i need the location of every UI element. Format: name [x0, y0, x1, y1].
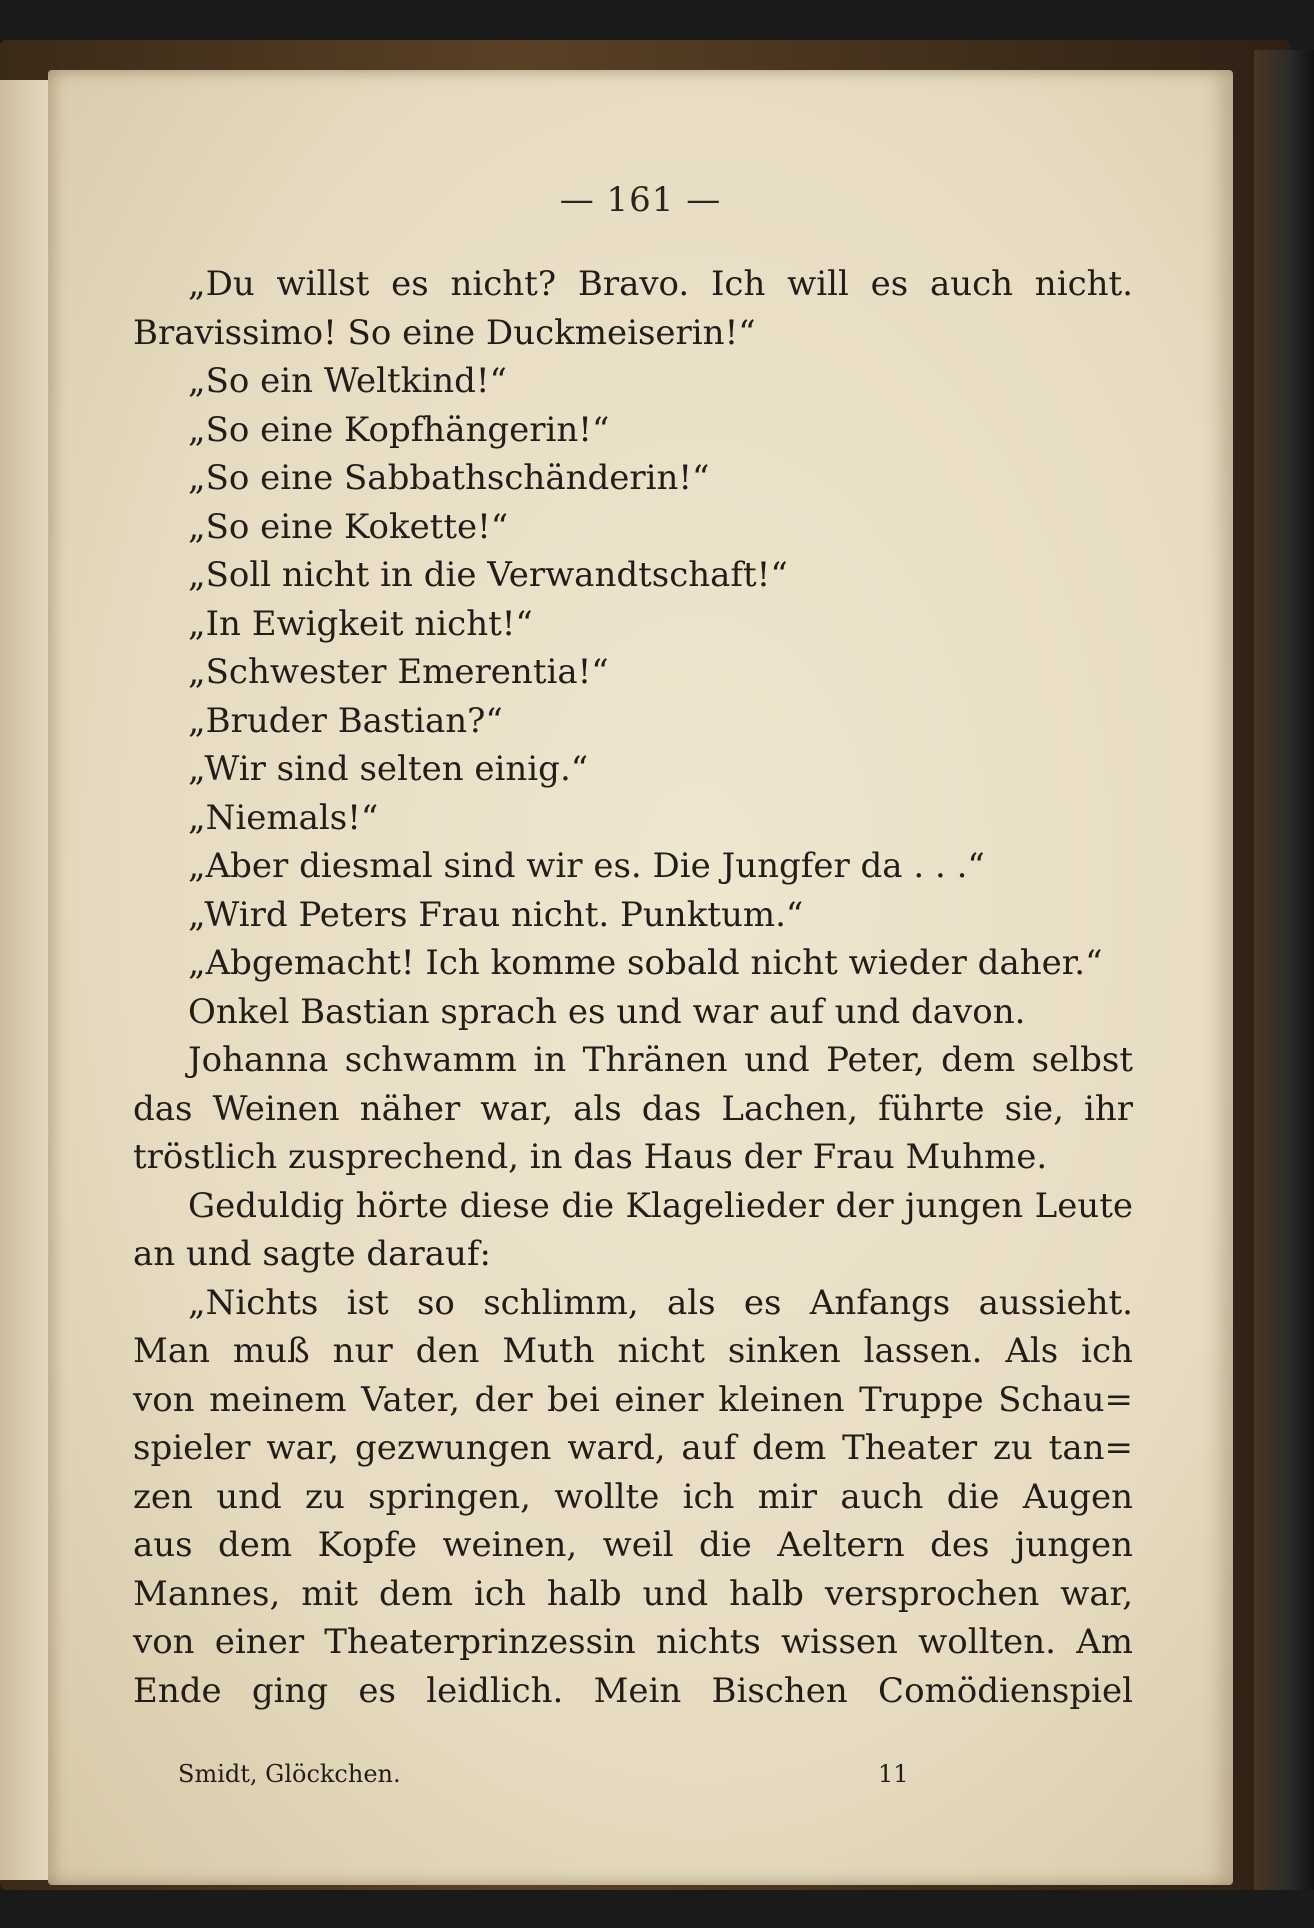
text-line: an und sagte darauf:	[133, 1234, 491, 1274]
text-line: „Schwester Emerentia!“	[188, 652, 609, 692]
text-line: das Weinen näher war, als das Lachen, führte sie, ihr	[133, 1088, 1133, 1129]
text-line: „So eine Sabbathschänderin!“	[188, 458, 710, 498]
text-line: „Niemals!“	[188, 797, 379, 838]
text-line: Bravissimo! So eine Duckmeiserin!“	[133, 312, 756, 353]
text-line: „Aber diesmal sind wir es. Die Jungfer da . . .“	[188, 846, 985, 886]
text-line: von einer Theaterprinzessin nichts wissen wollten. Am	[133, 1622, 1133, 1662]
text-line: Johanna schwamm in Thränen und Peter, dem selbst	[188, 1040, 1133, 1080]
text-line: zen und zu springen, wollte ich mir auch die Augen	[133, 1476, 1133, 1517]
page-text	[133, 260, 1133, 1715]
text-line: Mannes, mit dem ich halb und halb versprochen war,	[133, 1573, 1133, 1614]
text-line: „Wird Peters Frau nicht. Punktum.“	[188, 894, 804, 935]
sheet-number: 11	[878, 1760, 909, 1788]
book-page	[48, 70, 1233, 1885]
text-line: „So eine Kopfhängerin!“	[188, 409, 610, 450]
text-line: von meinem Vater, der bei einer kleinen Truppe Schau=	[133, 1379, 1133, 1420]
text-line: spieler war, gezwungen ward, auf dem Theater zu tan=	[133, 1428, 1133, 1468]
text-line: „Nichts ist so schlimm, als es Anfangs aussieht.	[188, 1282, 1133, 1323]
text-line: aus dem Kopfe weinen, weil die Aeltern des jungen	[133, 1525, 1133, 1565]
text-line: Man muß nur den Muth nicht sinken lassen. Als ich	[133, 1331, 1133, 1371]
page-number: — 161 —	[559, 180, 722, 220]
signature-mark: Smidt, Glöckchen.	[178, 1760, 401, 1788]
book-spine-edge	[1254, 50, 1314, 1890]
text-line: „So ein Weltkind!“	[188, 361, 507, 401]
text-line: „Du willst es nicht? Bravo. Ich will es auch nicht.	[188, 264, 1133, 304]
text-line: „Abgemacht! Ich komme sobald nicht wieder daher.“	[188, 943, 1103, 983]
text-line: „Wir sind selten einig.“	[188, 749, 589, 789]
text-line: tröstlich zusprechend, in das Haus der Frau Muhme.	[133, 1137, 1048, 1177]
text-line: „So eine Kokette!“	[188, 506, 509, 547]
text-line: Geduldig hörte diese die Klagelieder der jungen Leute	[188, 1185, 1133, 1226]
text-line: „In Ewigkeit nicht!“	[188, 603, 533, 644]
text-line: „Soll nicht in die Verwandtschaft!“	[188, 555, 788, 595]
text-line: Ende ging es leidlich. Mein Bischen Comödienspiel	[133, 1670, 1133, 1711]
text-line: Onkel Bastian sprach es und war auf und davon.	[188, 991, 1026, 1032]
text-line: „Bruder Bastian?“	[188, 700, 503, 741]
